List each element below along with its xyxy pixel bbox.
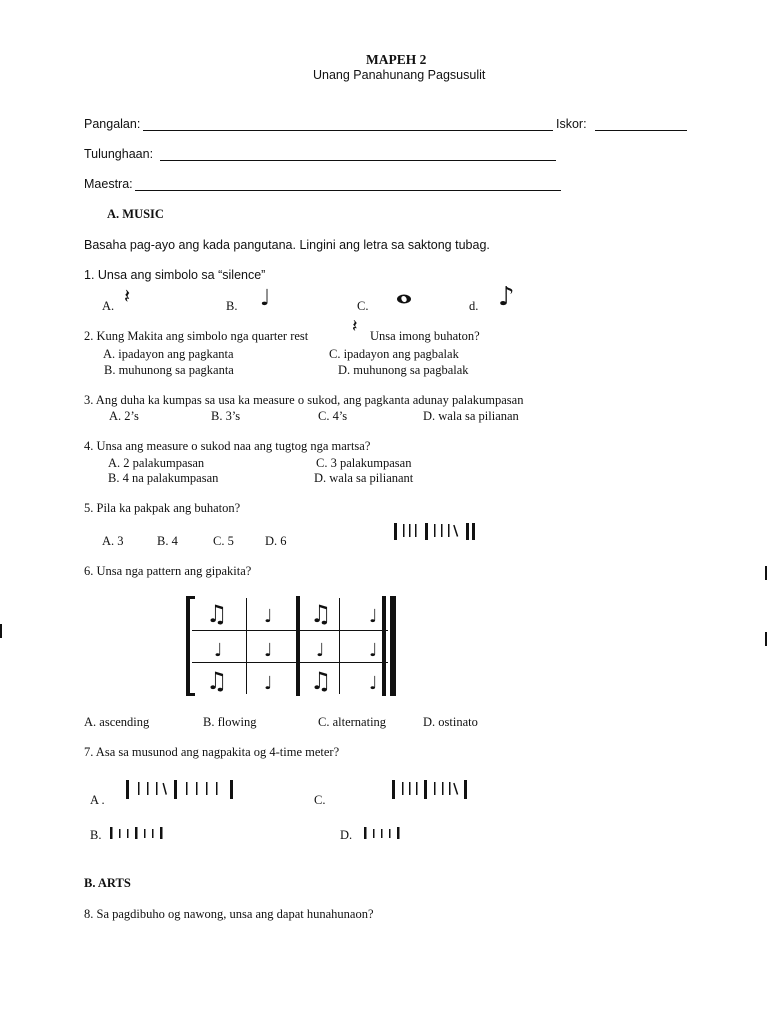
q7-option-d-rhythm <box>364 826 404 840</box>
edge-mark-right-2 <box>765 632 767 646</box>
svg-text:♫: ♫ <box>206 667 228 695</box>
q7-option-c-rhythm <box>392 780 472 800</box>
page-subtitle: Unang Panahunang Pagsusulit <box>313 68 486 82</box>
score-field[interactable] <box>595 130 687 131</box>
school-field[interactable] <box>160 160 556 161</box>
q7-text: 7. Asa sa musunod ang nagpakita og 4-time meter? <box>84 745 340 759</box>
svg-text:♫: ♫ <box>206 600 228 628</box>
q7-option-b-rhythm <box>110 826 166 840</box>
svg-text:♩: ♩ <box>369 606 378 627</box>
q6-choice-a[interactable]: A. ascending <box>84 715 150 729</box>
name-label: Pangalan: <box>84 117 141 131</box>
q5-choice-c[interactable]: C. 5 <box>213 534 234 548</box>
q6-choice-d[interactable]: D. ostinato <box>423 715 478 729</box>
q7-choice-a[interactable]: A . <box>90 793 105 807</box>
svg-text:♩: ♩ <box>369 640 378 661</box>
q1-text: 1. Unsa ang simbolo sa “silence” <box>84 268 266 282</box>
q8-text: 8. Sa pagdibuho og nawong, unsa ang dapat hunahunaon? <box>84 907 374 921</box>
q5-choice-a[interactable]: A. 3 <box>102 534 124 548</box>
svg-text:♫: ♫ <box>310 600 332 628</box>
q2-choice-c[interactable]: C. ipadayon ang pagbalak <box>329 347 459 361</box>
svg-text:♩: ♩ <box>214 640 223 661</box>
svg-text:♩: ♩ <box>316 640 325 661</box>
q3-choice-a[interactable]: A. 2’s <box>109 409 139 423</box>
q1-choice-c[interactable]: C. <box>357 299 369 313</box>
q3-text: 3. Ang duha ka kumpas sa usa ka measure o sukod, ang pagkanta adunay palakumpasan <box>84 393 524 407</box>
q1-choice-b[interactable]: B. <box>226 299 238 313</box>
q1-choice-d[interactable]: d. <box>469 299 479 313</box>
q4-text: 4. Unsa ang measure o sukod naa ang tugtog nga martsa? <box>84 439 371 453</box>
q5-choice-b[interactable]: B. 4 <box>157 534 178 548</box>
eighth-note-icon: ♪ <box>498 282 515 312</box>
q2-text-after: Unsa imong buhaton? <box>370 329 480 343</box>
edge-mark-left <box>0 624 2 638</box>
svg-text:♩: ♩ <box>264 606 273 627</box>
edge-mark-right-1 <box>765 566 767 580</box>
instructions: Basaha pag-ayo ang kada pangutana. Lingini ang letra sa saktong tubag. <box>84 238 490 252</box>
q7-option-a-rhythm <box>126 780 238 800</box>
teacher-label: Maestra: <box>84 177 133 191</box>
name-field[interactable] <box>143 130 553 131</box>
svg-text:♫: ♫ <box>310 667 332 695</box>
q2-text: 2. Kung Makita ang simbolo nga quarter rest <box>84 329 309 343</box>
q1-choice-a[interactable]: A. <box>102 299 115 313</box>
school-label: Tulunghaan: <box>84 147 154 161</box>
q5-rhythm-figure <box>394 522 484 542</box>
q3-choice-c[interactable]: C. 4’s <box>318 409 348 423</box>
q2-choice-d[interactable]: D. muhunong sa pagbalak <box>338 363 469 377</box>
q6-pattern-figure <box>186 594 406 698</box>
quarter-rest-icon: 𝄽 <box>124 284 131 308</box>
q4-choice-b[interactable]: B. 4 na palakumpasan <box>108 471 219 485</box>
page-title: MAPEH 2 <box>366 52 427 67</box>
q2-choice-a[interactable]: A. ipadayon ang pagkanta <box>103 347 234 361</box>
q7-choice-b[interactable]: B. <box>90 828 102 842</box>
quarter-note-icon: ♩ <box>260 286 271 311</box>
q4-choice-d[interactable]: D. wala sa pilianant <box>314 471 414 485</box>
q7-choice-d[interactable]: D. <box>340 828 353 842</box>
svg-text:♩: ♩ <box>369 673 378 694</box>
q4-choice-a[interactable]: A. 2 palakumpasan <box>108 456 205 470</box>
q5-choice-d[interactable]: D. 6 <box>265 534 287 548</box>
q4-choice-c[interactable]: C. 3 palakumpasan <box>316 456 412 470</box>
whole-note-icon <box>396 294 412 304</box>
score-label: Iskor: <box>556 117 587 131</box>
section-music-heading: A. MUSIC <box>107 207 164 221</box>
q6-choice-c[interactable]: C. alternating <box>318 715 387 729</box>
teacher-field[interactable] <box>135 190 561 191</box>
quarter-rest-icon: 𝄽 <box>352 316 358 337</box>
q6-text: 6. Unsa nga pattern ang gipakita? <box>84 564 252 578</box>
svg-text:♩: ♩ <box>264 673 273 694</box>
q3-choice-d[interactable]: D. wala sa pilianan <box>423 409 519 423</box>
q7-choice-c[interactable]: C. <box>314 793 326 807</box>
q3-choice-b[interactable]: B. 3’s <box>211 409 241 423</box>
svg-text:♩: ♩ <box>264 640 273 661</box>
section-arts-heading: B. ARTS <box>84 876 131 890</box>
q2-choice-b[interactable]: B. muhunong sa pagkanta <box>104 363 234 377</box>
q5-text: 5. Pila ka pakpak ang buhaton? <box>84 501 241 515</box>
q6-choice-b[interactable]: B. flowing <box>203 715 257 729</box>
